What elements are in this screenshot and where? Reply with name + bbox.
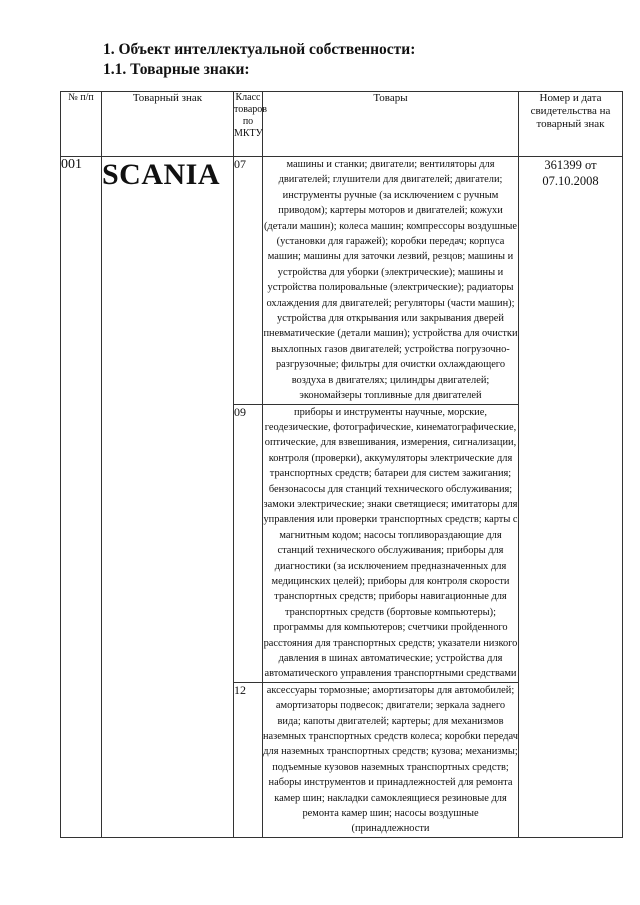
section-headings [103, 40, 415, 80]
certificate-cell: 361399 от 07.10.2008 [519, 157, 623, 838]
header-num: № п/п [61, 92, 102, 157]
trademarks-table [60, 91, 623, 838]
header-trademark: Товарный знак [102, 92, 234, 157]
class-cell: 07 [234, 157, 263, 405]
header-class: Класс товаров по МКТУ [234, 92, 263, 157]
table-header-row [61, 92, 623, 157]
heading-section-1: 1. Объект интеллектуальной собственности: [103, 41, 416, 58]
row-number: 001 [61, 157, 102, 838]
header-goods: Товары [263, 92, 519, 157]
class-cell: 12 [234, 682, 263, 837]
table-row [61, 157, 623, 405]
trademark-cell [102, 157, 234, 838]
heading-subsection-1-1: 1.1. Товарные знаки: [103, 61, 250, 78]
scania-logo: SCANIA [102, 158, 221, 191]
goods-cell: аксессуары тормозные; амортизаторы для автомобилей; амортизаторы подвесок; двигатели; зеркала заднего вида; капоты двигателей; картеры; для механизмов наземных транспортных средств колеса; коробки передач для наземных транспортных средств; кузова; механизмы; подъемные кузовов наземных транспортных средств; наборы инструментов и принадлежностей для ремонта камер шин; накладки самоклеящиеся резиновые для ремонта камер шин; насосы воздушные (принадлежности [263, 682, 519, 837]
goods-cell: приборы и инструменты научные, морские, геодезические, фотографические, кинематографические, оптические, для взвешивания, измерения, сигнализации, контроля (проверки), аккумуляторы электрические для транспортных средств; батареи для систем зажигания; бензонасосы для станций технического обслуживания; замоки электрические; знаки светящиеся; имитаторы для управления или проверки транспортных средств; карты с магнитным кодом; насосы топливораздающие для станций технического обслуживания; приборы для диагностики (за исключением предназначенных для медицинских целей); приборы для контроля скорости транспортных средств; приборы навигационные для транспортных средств (бортовые компьютеры); программы для компьютеров; счетчики пройденного расстояния для транспортных средств; указатели низкого давления в шинах автоматические; устройства для автоматического управления транспортными средствами [263, 404, 519, 682]
header-certificate: Номер и дата свидетельства на товарный знак [519, 92, 623, 157]
goods-cell: машины и станки; двигатели; вентиляторы для двигателей; глушители для двигателей; двигатели; инструменты ручные (за исключением с ручным приводом); картеры моторов и двигателей; кожухи (детали машин); колеса машин; компрессоры воздушные (установки для гаражей); коробки передач; корпуса машин; машины для заточки лезвий, резцов; машины и устройства для уборки (электрические); машины и устройства полировальные (электрические); радиаторы охлаждения для двигателей; регуляторы (части машин); устройства для открывания или закрывания дверей пневматические (детали машин); устройства для очистки выхлопных газов двигателей; устройства погрузочно-разгрузочные; фильтры для очистки охлаждающего воздуха в двигателях; цилиндры двигателей; экономайзеры топливные для двигателей [263, 157, 519, 405]
class-cell: 09 [234, 404, 263, 682]
